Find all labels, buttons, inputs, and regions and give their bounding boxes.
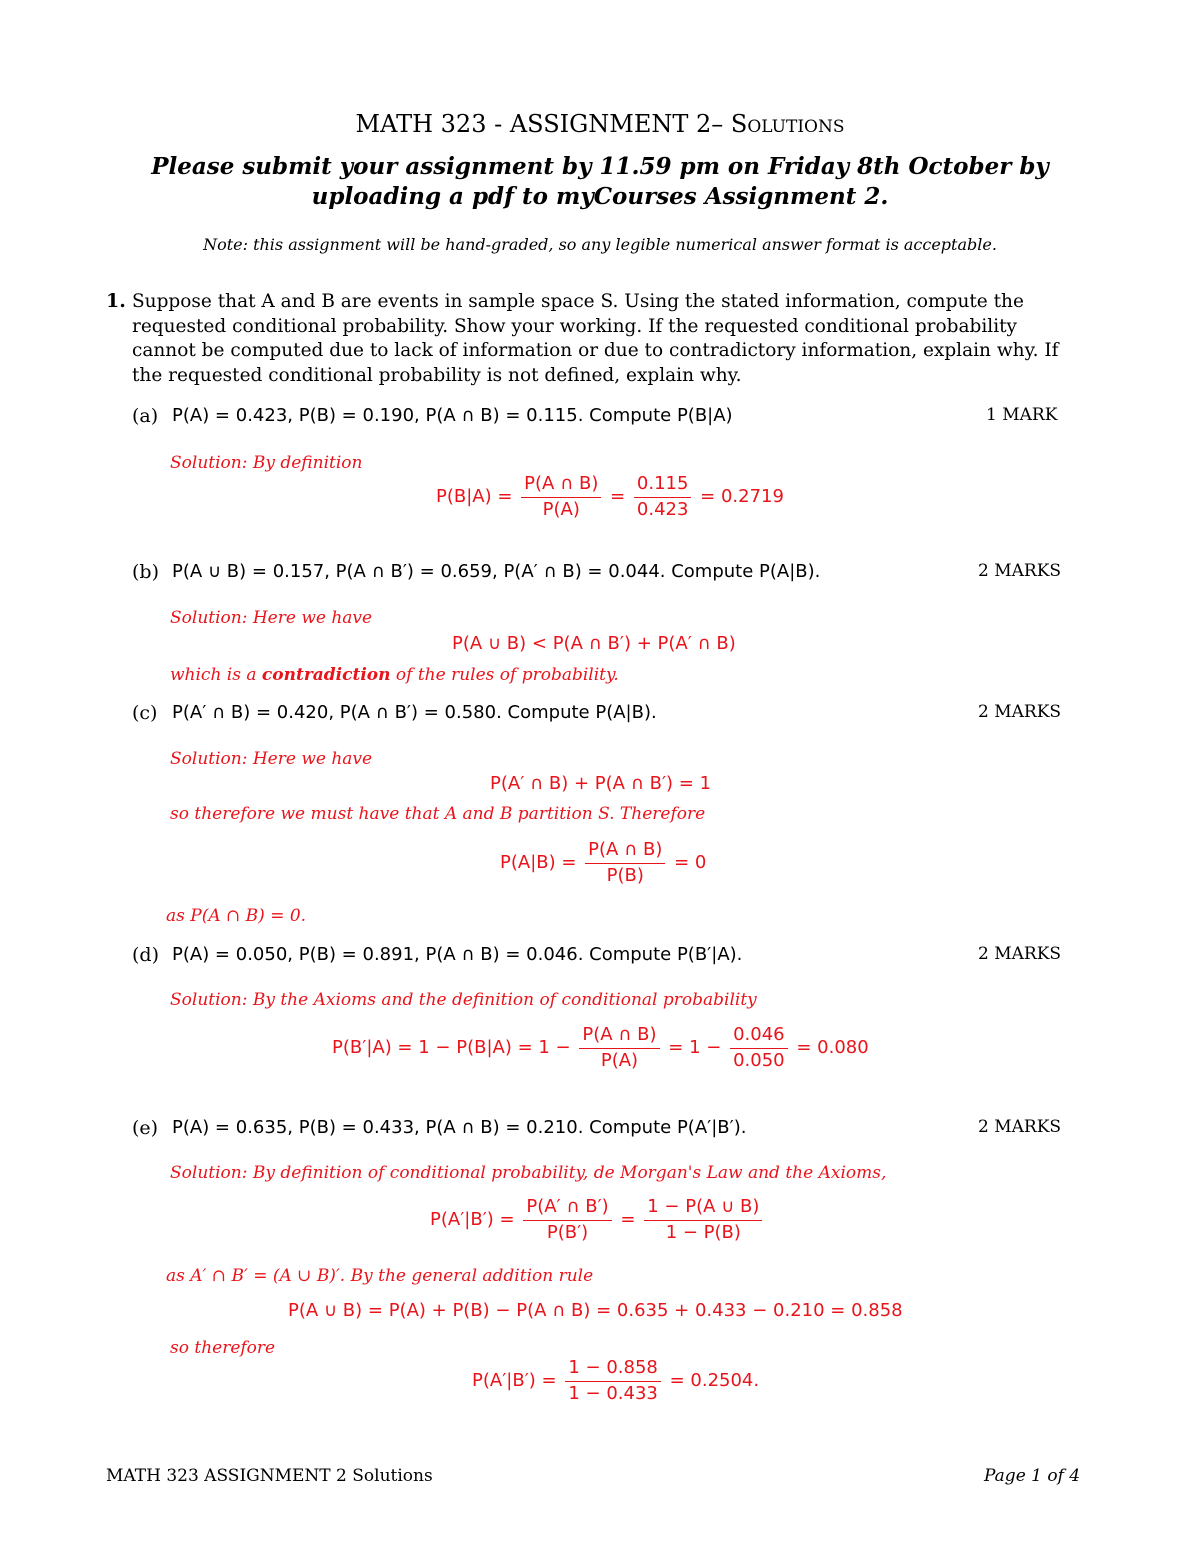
part-c-tail: as P(A ∩ B) = 0. — [166, 906, 307, 926]
part-d-statement: P(A) = 0.050, P(B) = 0.891, P(A ∩ B) = 0.046. Compute P(B′|A). — [172, 944, 743, 965]
submission-instructions-line1: Please submit your assignment by 11.59 pm on Friday 8th October by — [151, 153, 1049, 180]
part-c-partition-text: so therefore we must have that A and B partition S. Therefore — [170, 804, 706, 824]
part-d-solution-intro: Solution: By the Axioms and the definition of conditional probability — [170, 990, 757, 1010]
part-c-label: (c) — [132, 702, 158, 724]
part-e-equation-1: P(A′|B′) = $\frac{P(A' \cap B')}{P(B')}$ = $\frac{1 - P(A \cup B)}{1 - P(B)}$ — [430, 1197, 765, 1243]
part-d-label: (d) — [132, 944, 159, 966]
part-e-so-therefore: so therefore — [170, 1338, 276, 1358]
part-a-statement: P(A) = 0.423, P(B) = 0.190, P(A ∩ B) = 0.115. Compute P(B|A) — [172, 405, 733, 426]
part-e-addition-rule-text: as A′ ∩ B′ = (A ∪ B)′. By the general addition rule — [166, 1266, 594, 1286]
part-b-marks: 2 MARKS — [978, 561, 1062, 581]
part-b-equation: P(A ∪ B) < P(A ∩ B′) + P(A′ ∩ B) — [452, 633, 736, 654]
part-b-solution-intro: Solution: Here we have — [170, 608, 373, 628]
part-c-equation-2: P(A|B) = $\frac{P(A \cap B)}{P(B)}$ = 0 — [500, 839, 707, 886]
question-intro-line: Suppose that A and B are events in sample space S. Using the stated information, compute the — [132, 291, 1024, 312]
part-e-solution-intro: Solution: By definition of conditional probability, de Morgan's Law and the Axioms, — [170, 1163, 887, 1183]
part-c-equation-1: P(A′ ∩ B) + P(A ∩ B′) = 1 — [490, 773, 712, 794]
part-e-statement: P(A) = 0.635, P(B) = 0.433, P(A ∩ B) = 0.210. Compute P(A′|B′). — [172, 1117, 747, 1138]
question-number: 1. — [106, 290, 126, 312]
part-a-label: (a) — [132, 405, 159, 427]
question-intro-line: requested conditional probability. Show your working. If the requested conditional probability — [132, 315, 1018, 337]
part-d-marks: 2 MARKS — [978, 944, 1062, 964]
part-a-solution-intro: Solution: By definition — [170, 453, 363, 473]
part-c-statement: P(A′ ∩ B) = 0.420, P(A ∩ B′) = 0.580. Compute P(A|B). — [172, 702, 657, 723]
question-intro-line: the requested conditional probability is not defined, explain why. — [132, 364, 742, 386]
question-intro — [132, 290, 1059, 388]
part-d-equation: P(B′|A) = 1 − P(B|A) = 1 − $\frac{P(A \cap B)}{P(A)}$ = 1 − $\frac{0.046}{0.050}$ = 0.080 — [332, 1024, 869, 1071]
part-b-conclusion: which is a contradiction of the rules of probability. — [170, 665, 619, 685]
part-e-equation-2: P(A ∪ B) = P(A) + P(B) − P(A ∩ B) = 0.635 + 0.433 − 0.210 = 0.858 — [288, 1300, 903, 1321]
question-intro-line: cannot be computed due to lack of information or due to contradictory information, explain why. If — [132, 340, 1059, 361]
part-c-solution-intro: Solution: Here we have — [170, 749, 373, 769]
part-e-label: (e) — [132, 1117, 159, 1139]
part-e-marks: 2 MARKS — [978, 1117, 1062, 1137]
page-number: Page 1 of 4 — [984, 1466, 1081, 1486]
part-e-equation-3: P(A′|B′) = $\frac{1 - 0.858}{1 - 0.433}$ = 0.2504. — [472, 1357, 760, 1404]
part-c-marks: 2 MARKS — [978, 702, 1062, 722]
submission-instructions-line2: uploading a pdf to myCourses Assignment 2. — [311, 183, 889, 210]
part-b-statement: P(A ∪ B) = 0.157, P(A ∩ B′) = 0.659, P(A′ ∩ B) = 0.044. Compute P(A|B). — [172, 561, 821, 582]
part-a-equation: P(B|A) = $\frac{P(A \cap B)}{P(A)}$ = $\frac{0.115}{0.423}$ = 0.2719 — [436, 473, 784, 520]
grading-note: Note: this assignment will be hand-graded, so any legible numerical answer format is acceptable. — [203, 235, 997, 254]
page-title: MATH 323 - ASSIGNMENT 2– Solutions — [355, 110, 845, 138]
footer-title: MATH 323 ASSIGNMENT 2 Solutions — [106, 1466, 433, 1486]
part-b-label: (b) — [132, 561, 159, 583]
part-a-marks: 1 MARK — [986, 405, 1058, 425]
